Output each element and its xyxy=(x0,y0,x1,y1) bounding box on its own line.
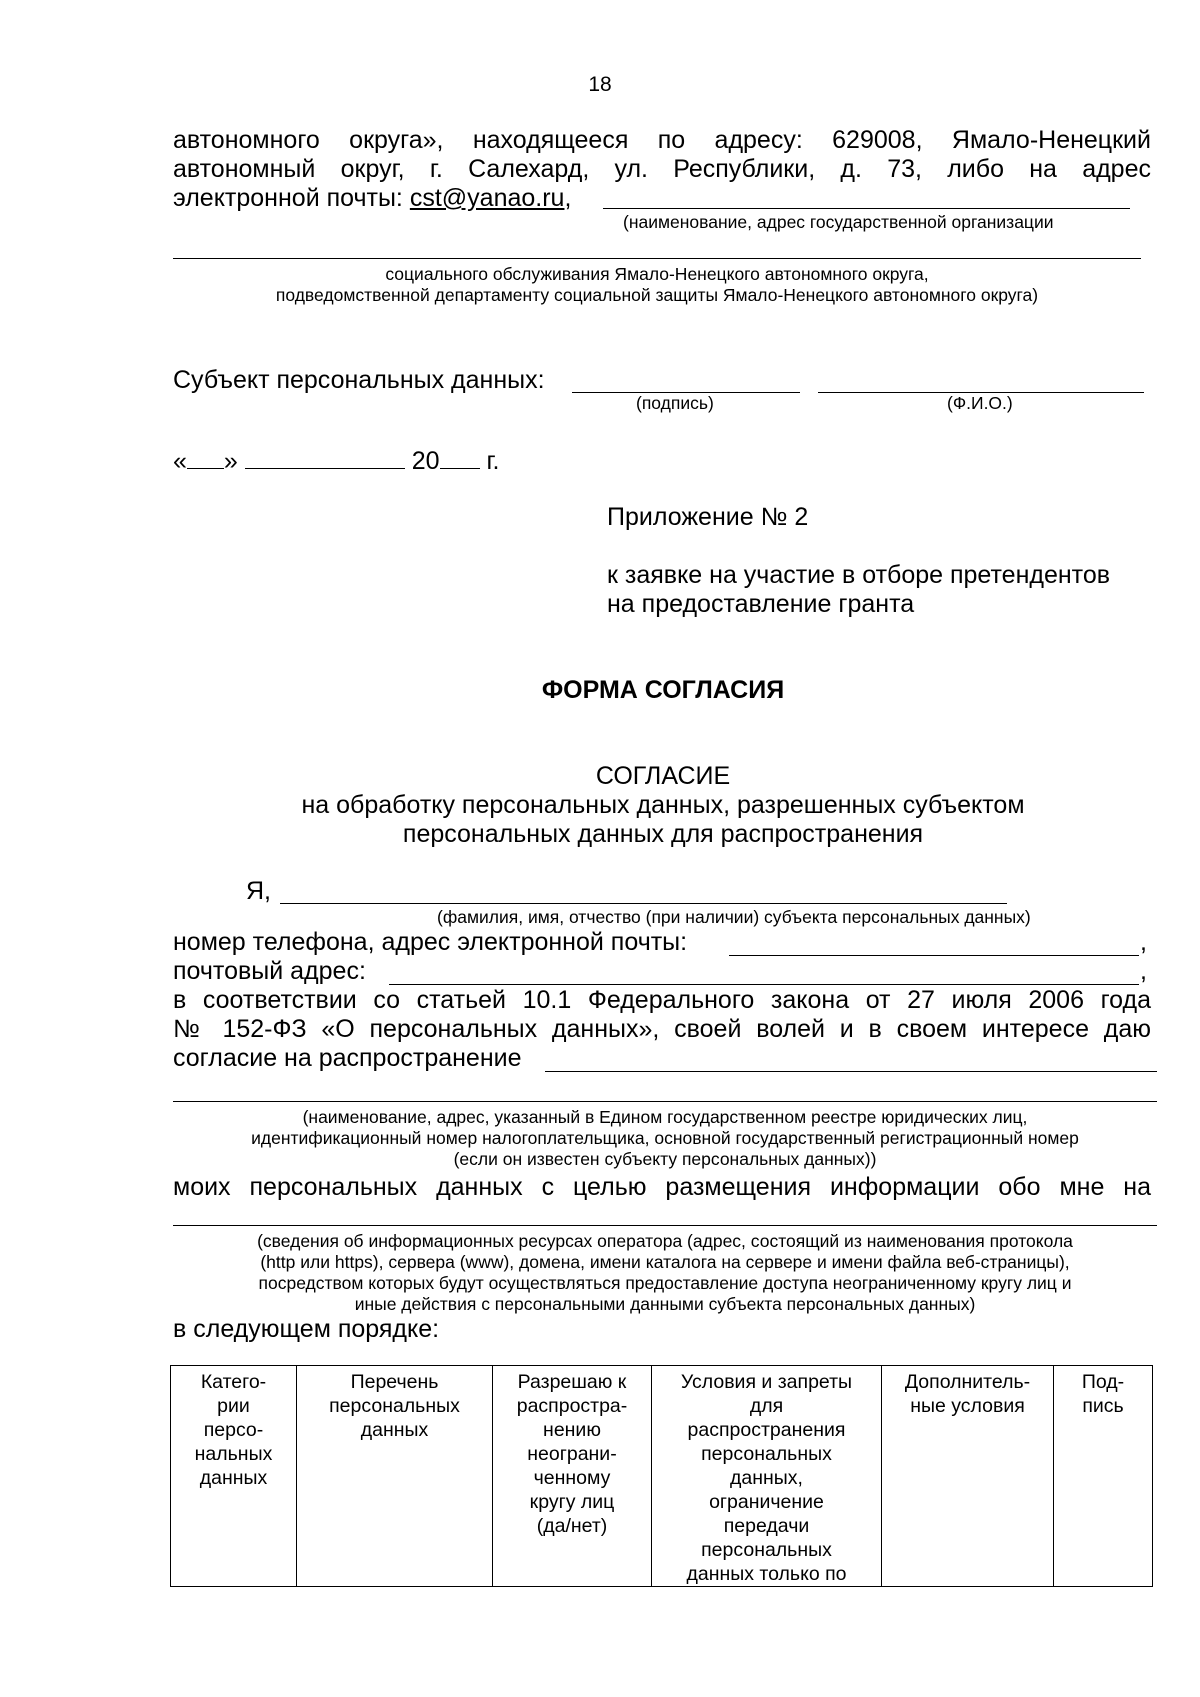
org-caption-line-3: подведомственной департаменту социальной защиты Ямало-Ненецкого автономного округа) xyxy=(275,285,1039,305)
operator-caption-3: (если он известен субъекту персональных данных)) xyxy=(453,1149,877,1169)
consent-heading-2: на обработку персональных данных, разрешенных субъектом xyxy=(301,791,1025,819)
page-number: 18 xyxy=(588,73,612,96)
postal-label: почтовый адрес: xyxy=(173,957,366,985)
date-line xyxy=(173,446,500,476)
resources-caption-4: иные действия с персональными данными субъекта персональных данных) xyxy=(354,1294,976,1314)
date-close-quote: » xyxy=(223,447,238,475)
postal-suffix: , xyxy=(1140,957,1147,985)
col-header-additional: Дополнитель- ные условия xyxy=(882,1366,1054,1587)
year-prefix: 20 xyxy=(411,447,440,475)
operator-line-1 xyxy=(545,1071,1157,1072)
col-header-categories: Катего- рии персо- нальных данных xyxy=(171,1366,297,1587)
resources-caption-3: посредством которых будут осуществляться предоставление доступа неограниченному кругу лиц и xyxy=(258,1273,1072,1293)
subject-label: Субъект персональных данных: xyxy=(173,366,545,394)
appendix-line-2: на предоставление гранта xyxy=(607,590,915,618)
resources-caption-2: (http или https), сервера (www), домена, имени каталога на сервере и имени файла веб-страницы), xyxy=(260,1252,1070,1272)
year-suffix: г. xyxy=(486,447,500,475)
phone-line xyxy=(729,955,1139,956)
phone-suffix: , xyxy=(1140,928,1147,956)
intro-line-1: автономного округа», находящееся по адресу: 629008, Ямало-Ненецкий xyxy=(173,126,1151,154)
org-name-underline xyxy=(603,208,1130,209)
operator-caption-2: идентификационный номер налогоплательщика, основной государственный регистрационный номер xyxy=(251,1128,1079,1148)
intro-line-3-prefix: электронной почты: xyxy=(173,184,410,212)
intro-line-2: автономный округ, г. Салехард, ул. Республики, д. 73, либо на адрес xyxy=(173,155,1151,183)
appendix-title: Приложение № 2 xyxy=(607,503,809,531)
email-link[interactable]: cst@yanao.ru xyxy=(409,184,565,212)
col-header-signature: Под- пись xyxy=(1054,1366,1153,1587)
operator-line-2 xyxy=(173,1101,1157,1102)
appendix-line-1: к заявке на участие в отборе претендентов xyxy=(607,561,1111,589)
purpose-line: моих персональных данных с целью размещения информации обо мне на xyxy=(173,1173,1151,1201)
org-caption-line-2: социального обслуживания Ямало-Ненецкого автономного округа, xyxy=(385,264,929,284)
resources-caption-1: (сведения об информационных ресурсах оператора (адрес, состоящий из наименования протокола xyxy=(257,1231,1073,1251)
law-line-3: согласие на распространение xyxy=(173,1044,522,1072)
signature-caption: (подпись) xyxy=(636,393,714,413)
consent-table xyxy=(170,1365,1153,1587)
intro-line-3-suffix: , xyxy=(564,184,572,212)
day-blank xyxy=(187,446,224,469)
phone-label: номер телефона, адрес электронной почты: xyxy=(173,928,688,956)
order-line: в следующем порядке: xyxy=(173,1315,440,1343)
i-label: Я, xyxy=(246,877,271,905)
name-caption: (Ф.И.О.) xyxy=(947,393,1013,413)
postal-line xyxy=(389,984,1139,985)
year-blank xyxy=(440,446,480,469)
month-blank xyxy=(245,446,405,469)
org-name-underline-2 xyxy=(173,258,1141,259)
col-header-data-list: Перечень персональных данных xyxy=(297,1366,493,1587)
table-header-row xyxy=(171,1366,1153,1587)
consent-heading-1: СОГЛАСИЕ xyxy=(595,762,731,790)
law-line-2: № 152-ФЗ «О персональных данных», своей волей и в своем интересе даю xyxy=(173,1015,1151,1043)
i-caption: (фамилия, имя, отчество (при наличии) субъекта персональных данных) xyxy=(437,907,1031,927)
law-line-1: в соответствии со статьей 10.1 Федерального закона от 27 июля 2006 года xyxy=(173,986,1151,1014)
date-open-quote: « xyxy=(173,447,187,475)
consent-heading-3: персональных данных для распространения xyxy=(402,820,924,848)
col-header-conditions: Условия и запреты для распространения персональных данных, ограничение передачи персональных данных только по xyxy=(652,1366,882,1587)
resources-line xyxy=(173,1225,1157,1226)
col-header-permission: Разрешаю к распростра- нению неограни- ченному кругу лиц (да/нет) xyxy=(493,1366,652,1587)
form-title: ФОРМА СОГЛАСИЯ xyxy=(541,676,785,704)
org-caption-line-1: (наименование, адрес государственной организации xyxy=(623,212,1054,232)
operator-caption-1: (наименование, адрес, указанный в Едином государственном реестре юридических лиц, xyxy=(302,1107,1028,1127)
i-name-line xyxy=(280,903,1007,904)
